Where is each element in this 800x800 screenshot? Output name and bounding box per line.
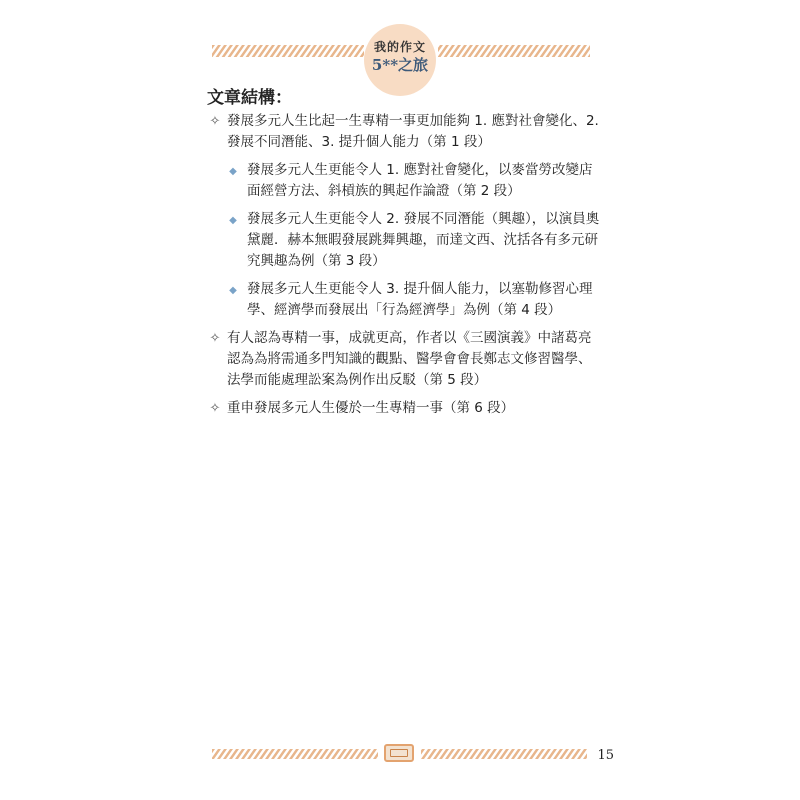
list-item-text: 重申發展多元人生優於一生專精一事（第 6 段） — [227, 400, 515, 416]
diamond-bullet-icon: ◆ — [229, 166, 237, 177]
sub-list-item — [207, 279, 602, 321]
list-item-text: 有人認為專精一事，成就更高，作者以《三國演義》中諸葛亮認為為將需通多門知識的觀點、醫學會會長鄭志文修習醫學、法學而能處理訟案為例作出反駁（第 5 段） — [227, 330, 592, 388]
diamond-star-icon: ✧ — [209, 114, 221, 129]
book-logo-inner — [390, 749, 408, 757]
list-item-text: 發展多元人生比起一生專精一事更加能夠 1. 應對社會變化、2. 發展不同潛能、3. 提升個人能力（第 1 段） — [227, 113, 599, 150]
diamond-star-icon: ✧ — [209, 401, 221, 416]
page-number: 15 — [597, 748, 614, 763]
list-item — [207, 398, 602, 419]
header-title-line2: 5**之旅 — [371, 56, 429, 74]
header-title-line1: 我的作文 — [373, 40, 426, 54]
sub-list-item — [207, 209, 602, 272]
sub-list-item — [207, 160, 602, 202]
sub-list-item-text: 發展多元人生更能令人 2. 發展不同潛能（興趣），以演員奧黛麗．赫本無暇發展跳舞興趣，而達文西、沈括各有多元研究興趣為例（第 3 段） — [247, 211, 600, 269]
list-item — [207, 328, 602, 391]
list-item — [207, 111, 602, 153]
diamond-star-icon: ✧ — [209, 331, 221, 346]
diamond-bullet-icon: ◆ — [229, 215, 237, 226]
structure-list — [207, 111, 602, 426]
book-logo-icon — [384, 744, 414, 762]
sub-list-item-text: 發展多元人生更能令人 3. 提升個人能力，以塞勒修習心理學、經濟學而發展出「行為經濟學」為例（第 4 段） — [247, 281, 593, 318]
sub-list-item-text: 發展多元人生更能令人 1. 應對社會變化，以麥當勞改變店面經營方法、斜槓族的興起作論證（第 2 段） — [247, 162, 593, 199]
diamond-bullet-icon: ◆ — [229, 285, 237, 296]
section-title: 文章結構： — [207, 88, 292, 108]
